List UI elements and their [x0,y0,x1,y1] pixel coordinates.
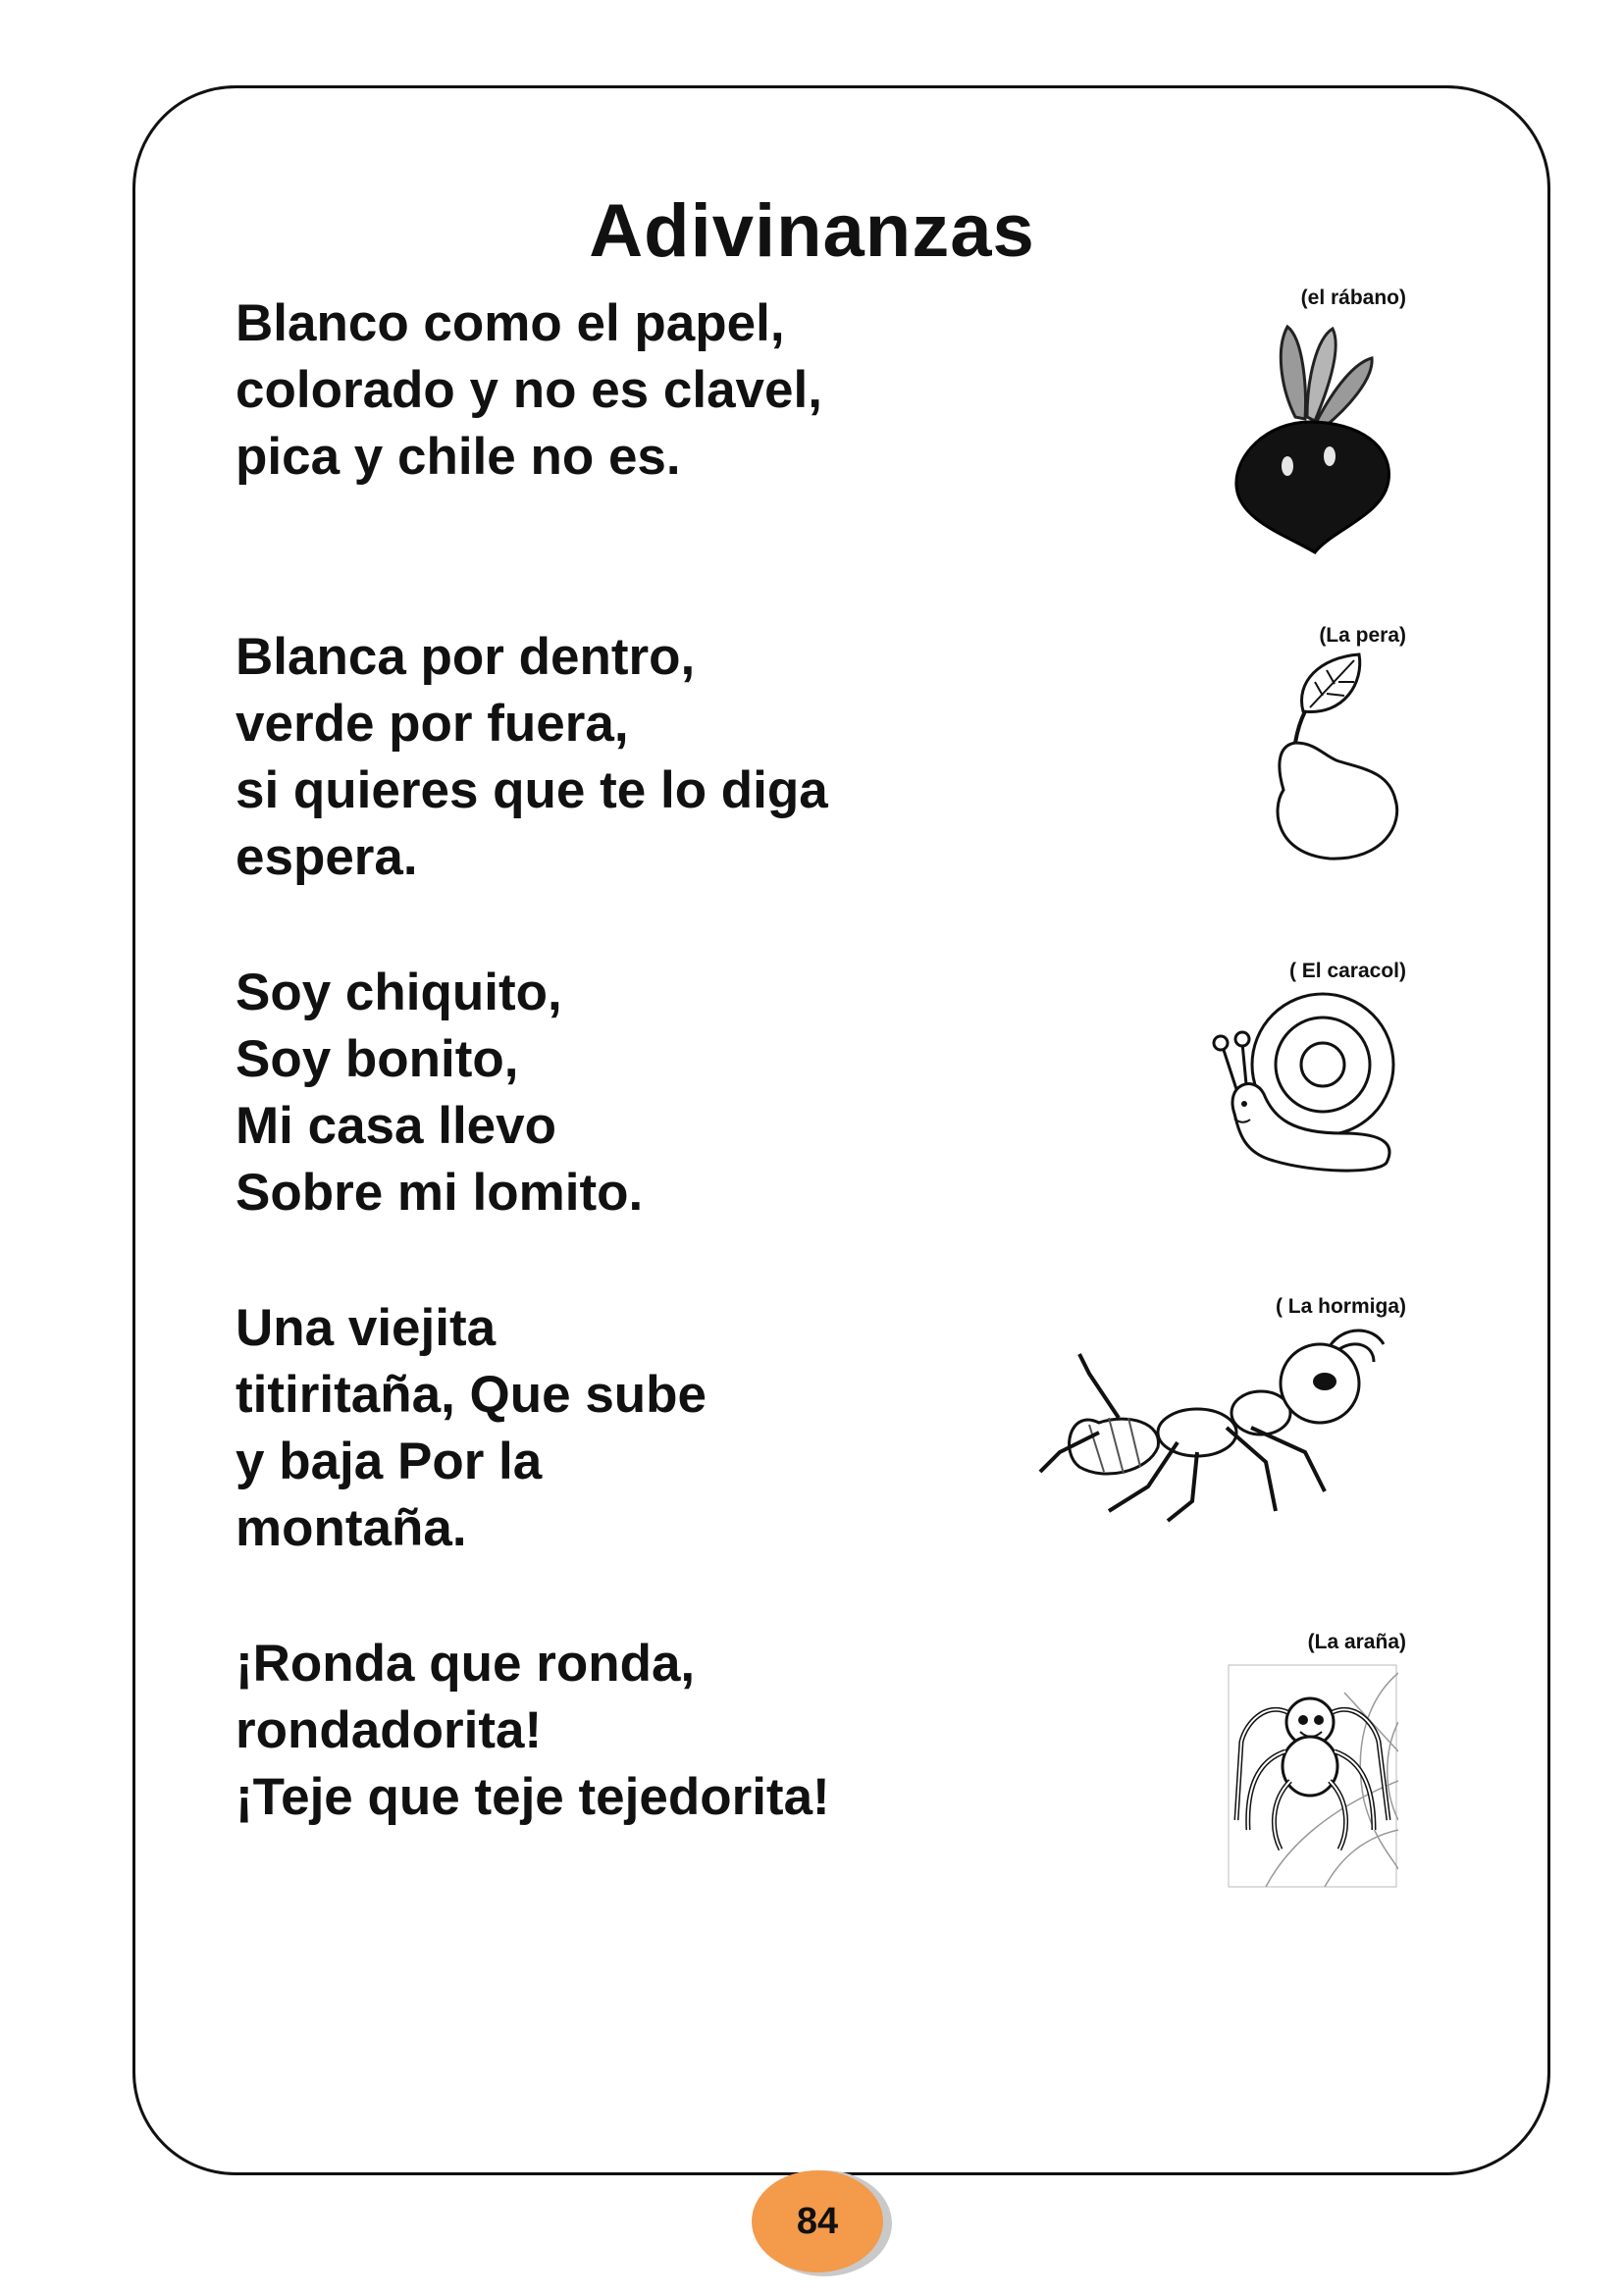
answer-label: ( La hormiga) [1275,1295,1406,1318]
page-number: 84 [752,2170,883,2272]
riddle-line: verde por fuera, [236,695,629,753]
riddle-pear [236,624,1119,891]
riddle-radish [236,290,1119,491]
spider-icon [1227,1663,1398,1889]
riddle-snail [236,960,1119,1226]
pear-icon [1266,652,1413,868]
radish-icon [1227,319,1403,559]
page-title: Adivinanzas [589,189,1035,273]
answer-label: (el rábano) [1300,287,1406,309]
riddle-line: titiritaña, Que sube [236,1366,707,1424]
riddle-line: y baja Por la [236,1433,543,1490]
answer-label: (La araña) [1307,1631,1406,1653]
riddle-line: Mi casa llevo [236,1097,557,1155]
riddle-line: espera. [236,828,418,886]
riddle-line: si quieres que te lo diga [236,761,828,819]
riddle-line: Blanco como el papel, [236,294,785,352]
riddle-ant [236,1295,1119,1562]
riddle-line: Soy chiquito, [236,964,562,1021]
riddle-line: Una viejita [236,1299,497,1357]
snail-icon [1195,986,1401,1177]
answer-label: ( El caracol) [1288,960,1406,982]
riddle-spider [236,1631,1119,1831]
riddle-line: Sobre mi lomito. [236,1164,644,1222]
riddle-line: pica y chile no es. [236,428,681,486]
riddle-line: ¡Teje que teje tejedorita! [236,1768,830,1826]
page-number-badge [752,2170,895,2278]
riddle-line: rondadorita! [236,1701,543,1759]
riddle-line: colorado y no es clavel, [236,361,822,419]
riddle-line: Soy bonito, [236,1030,519,1088]
riddle-line: montaña. [236,1499,467,1557]
ant-icon [1030,1315,1403,1531]
answer-label: (La pera) [1319,624,1406,647]
riddle-line: Blanca por dentro, [236,628,696,686]
riddle-line: ¡Ronda que ronda, [236,1635,696,1693]
